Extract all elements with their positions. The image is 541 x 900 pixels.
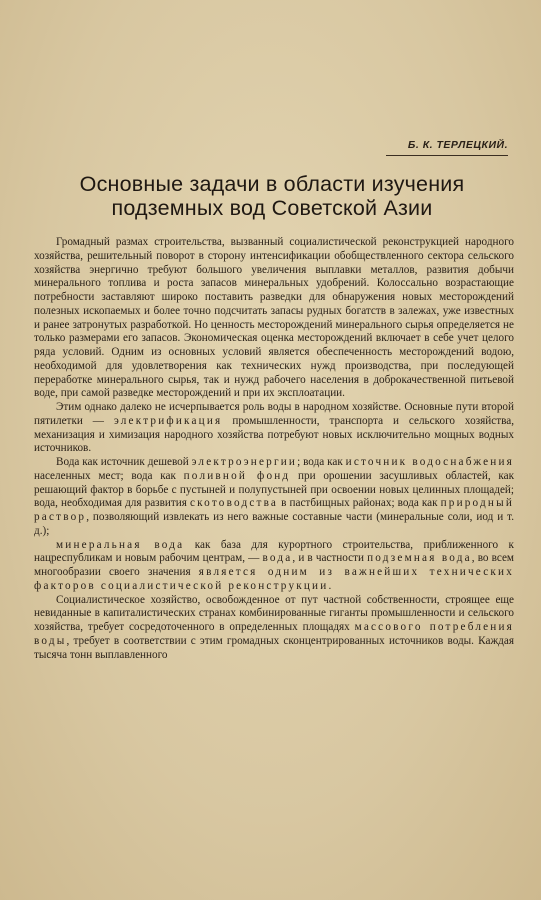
text-run: , позволяющий извлекать из него важные составные части (минеральные соли, иод и т. д.); [34,511,514,537]
text-run: , во всем многообразии своего значения [34,552,514,578]
emphasized-text: вода [262,552,293,565]
paragraph-3 [34,456,514,539]
article-title: Основные задачи в области изучения подземных вод Советской Азии [79,172,465,220]
emphasized-text: электроэнергии [191,456,298,468]
emphasized-text: поливной фонд [183,469,291,482]
text-run: . [328,579,332,592]
text-run: промышленности, транспорта и сельского хозяйства, механизация и химизация народного хозяйства потребуют новых исключительно мощных водных источников. [34,414,514,455]
emphasized-text: массового потребления воды [34,621,515,647]
emphasized-text: электрификация [113,414,223,427]
text-run: при орошении засушливых областей, как решающий фактор в борьбе с пустыней и полупустыней при освоении новых целинных площадей; вода, необходимая для развития [34,469,515,510]
emphasized-text: скотоводства [189,497,279,510]
text-run: как база для курортного строительства, приближенного к нацреспубликам и новым рабочим центрам, — [34,538,514,565]
text-run: населенных мест; вода как [34,469,184,482]
paragraph-1 [34,236,514,401]
text-run: Этим однако далеко не исчерпывается роль воды в народном хозяйстве. Основные пути второй пятилетки — [34,401,514,427]
emphasized-text: минеральная вода [56,538,185,551]
text-run: Вода как источник дешевой [56,456,192,468]
text-run: в пастбищных районах; вода как [278,497,441,510]
author-underline [386,155,508,156]
paragraph-2 [34,401,514,456]
text-run: Громадный размах строительства, вызванный социалистической реконструкцией народного хозяйства, решительный поворот в сторону интенсификации обобществленного сектора сельского хозяйства энергично требуют большого увеличения выплавки металлов, развития добычи минерального топлива и роста запасов минеральных удобрений. Колоссально возрастающие потребности заставляют широко поставить разведки для обнаружения новых месторождений полезных ископаемых и более точно подсчитать запасы рудных богатств в залежах, уже известных и ранее затронутых разработкой. Но ценность месторождений минерального сырья определяется не только размерами его запасов. Экономическая оценка месторождений включает в себе учет целого ряда условий. Одним из основных условий является обеспеченность месторождений водою, необходимой для удовлетворения как технических нужд производства, при последующей переработке минерального сырья, так и нужд рабочего населения в доброкачественной питьевой воде, при самой разведке месторождений и при их эксплоатации. [34,236,514,400]
emphasized-text: подземная вода [367,552,472,565]
emphasized-text: источник водоснабжения [345,456,514,468]
paragraph-5 [34,594,514,663]
author-name: Б. К. ТЕРЛЕЦКИЙ. [407,139,508,151]
text-run: , и в частности [292,552,368,565]
text-run: ; вода как [297,456,346,468]
emphasized-text: является одним из важнейших технических факторов социалистической реконструкции [34,566,514,592]
emphasized-text: природный раствор [34,497,515,523]
text-run: , требует в соответствии с этим громадных сконцентрированных источников воды. Каждая тысяча тонн выплавленного [34,634,514,661]
text-run: Социалистическое хозяйство, освобожденное от пут частной собственности, строящее еще невиданные в капиталистических странах комбинированные гиганты промышленности и сельского хозяйства, требует сосредоточенного в определенных площадях [34,593,514,633]
paragraph-4 [34,539,514,594]
article-body [34,236,514,662]
